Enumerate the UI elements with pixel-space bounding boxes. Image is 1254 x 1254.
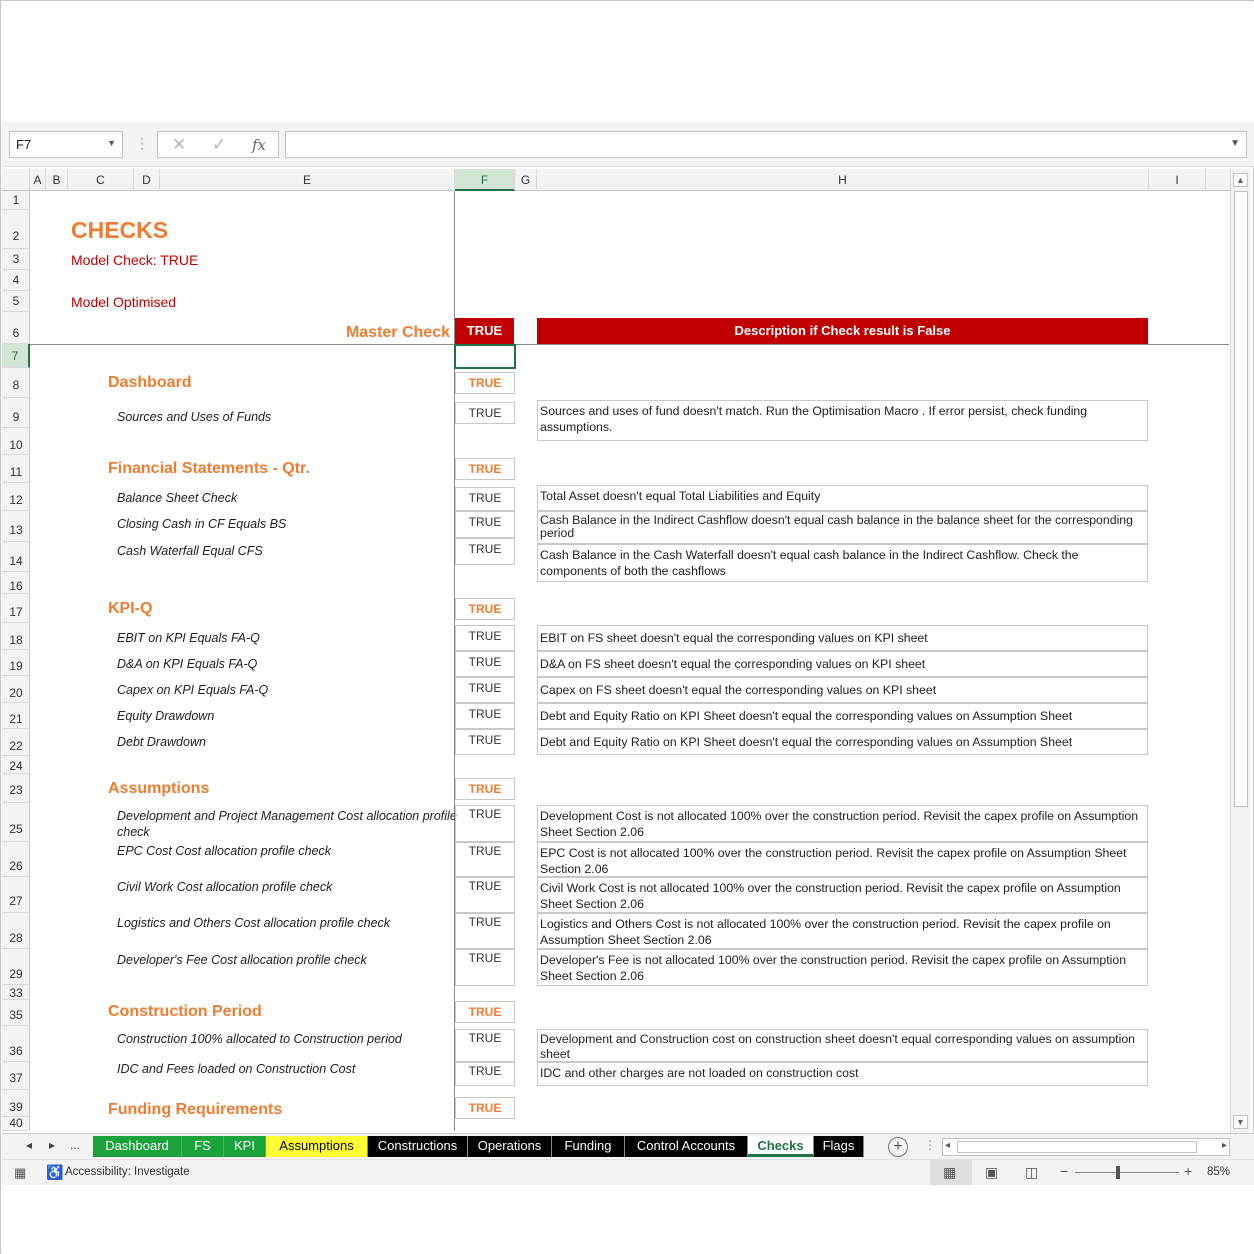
model-optimised-text: Model Optimised [71,294,177,310]
row-header[interactable]: 40 [2,1117,30,1131]
check-value: TRUE [455,651,515,677]
select-all-corner[interactable] [2,169,30,191]
sheet-tab-bar [2,1133,1254,1159]
row-header[interactable]: 37 [2,1062,30,1090]
check-label: Equity Drawdown [117,709,215,723]
page-break-icon[interactable]: ◫ [1025,1164,1039,1180]
formula-input[interactable] [285,131,1247,158]
master-check-value: TRUE [455,318,514,344]
row-border [30,344,1229,345]
sheet-tab[interactable]: FS [182,1136,224,1157]
check-value: TRUE [455,877,515,913]
ribbon-area [2,2,1254,122]
check-value: TRUE [455,677,515,703]
row-header[interactable]: 33 [2,985,30,1000]
check-label: Civil Work Cost allocation profile check [117,880,333,894]
worksheet-grid[interactable] [30,191,1229,1131]
desktop-area [2,1185,1254,1254]
check-label: Cash Waterfall Equal CFS [117,544,263,558]
row-header[interactable]: 9 [2,398,30,428]
name-box-value: F7 [16,137,32,152]
check-label: IDC and Fees loaded on Construction Cost [117,1062,356,1076]
row-header[interactable]: 6 [2,312,30,344]
section-heading: Funding Requirements [108,1101,283,1118]
row-header[interactable]: 10 [2,428,30,455]
row-header[interactable]: 3 [2,249,30,270]
scroll-down-icon[interactable]: ▼ [1233,1115,1248,1129]
check-value: TRUE [455,1062,515,1086]
sheet-tab[interactable]: Control Accounts [625,1136,748,1157]
horizontal-scrollbar[interactable] [942,1138,1230,1156]
column-header[interactable]: C [68,169,134,191]
scroll-left-icon[interactable]: ◂ [945,1140,951,1151]
check-description: Developer's Fee is not allocated 100% over the construction period. Revisit the capex profile on Assumption Sheet Section 2.06 [537,949,1148,986]
insert-function-icon[interactable]: fx [252,136,267,154]
vertical-scrollbar[interactable] [1230,169,1250,1133]
sheet-tab[interactable]: Flags [814,1136,864,1157]
name-box[interactable] [9,131,123,158]
section-heading: Construction Period [108,1003,262,1020]
chevron-down-icon[interactable]: ▼ [107,138,116,148]
check-value: TRUE [455,703,515,729]
row-header[interactable]: 35 [2,1000,30,1026]
check-description: Logistics and Others Cost is not allocated 100% over the construction period. Revisit the capex profile on Assumption Sheet Section 2.06 [537,913,1148,949]
sheet-tab[interactable]: Dashboard [93,1136,182,1157]
check-description: Cash Balance in the Indirect Cashflow doesn't equal cash balance in the balance sheet for the corresponding period [537,511,1148,544]
accessibility-status[interactable]: Accessibility: Investigate [65,1166,190,1178]
check-label: Logistics and Others Cost allocation profile check [117,916,391,930]
check-value: TRUE [455,538,515,565]
section-heading: Assumptions [108,780,210,797]
row-headers [2,191,30,1131]
section-check-value: TRUE [455,1097,515,1119]
check-label: Construction 100% allocated to Construction period [117,1032,402,1046]
column-header[interactable]: G [515,169,537,191]
prev-sheet-icon[interactable]: ◂ [26,1138,33,1152]
row-header[interactable]: 36 [2,1026,30,1062]
cancel-icon[interactable]: ✕ [172,135,187,154]
check-description: Development Cost is not allocated 100% over the construction period. Revisit the capex profile on Assumption Sheet Section 2.06 [537,805,1148,842]
column-header[interactable]: I [1149,169,1206,191]
row-header[interactable]: 5 [2,291,30,312]
column-headers [2,169,1230,191]
sheet-tab[interactable]: Assumptions [266,1136,368,1157]
expand-formula-icon[interactable]: ▼ [1230,138,1240,149]
page-layout-icon[interactable]: ▣ [985,1164,999,1180]
row-header[interactable]: 11 [2,455,30,483]
check-description: Debt and Equity Ratio on KPI Sheet doesn't equal the corresponding values on Assumption Sheet [537,729,1148,755]
check-value: TRUE [455,729,515,755]
check-description: Cash Balance in the Cash Waterfall doesn't equal cash balance in the Indirect Cashflow. Check the components of both the cashflows [537,544,1148,582]
selected-cell[interactable] [454,344,516,369]
row-header[interactable]: 25 [2,803,30,842]
row-header[interactable]: 24 [2,756,30,774]
row-header[interactable]: 27 [2,877,30,913]
check-label: Developer's Fee Cost allocation profile check [117,953,367,967]
zoom-level[interactable]: 85% [1207,1166,1231,1178]
column-header[interactable]: D [134,169,160,191]
row-header[interactable]: 16 [2,572,30,594]
add-sheet-icon[interactable]: + [888,1137,908,1157]
check-description: D&A on FS sheet doesn't equal the corresponding values on KPI sheet [537,651,1148,677]
more-sheets-icon[interactable]: ... [70,1138,81,1152]
check-value: TRUE [455,805,515,842]
row-header[interactable]: 22 [2,729,30,756]
status-bar [2,1159,1254,1185]
check-value: TRUE [455,487,515,511]
zoom-in-icon[interactable]: + [1184,1163,1193,1179]
model-check-text: Model Check: TRUE [71,252,199,268]
check-label: EBIT on KPI Equals FA-Q [117,631,260,645]
row-header[interactable]: 39 [2,1090,30,1117]
check-label: D&A on KPI Equals FA-Q [117,657,258,671]
column-header[interactable]: A [30,169,46,191]
check-description: EPC Cost is not allocated 100% over the construction period. Revisit the capex profile on Assumption Sheet Section 2.06 [537,842,1148,877]
scroll-thumb[interactable] [1234,191,1248,807]
sheet-tab[interactable]: Checks [748,1136,814,1157]
row-header[interactable]: 2 [2,210,30,249]
zoom-slider-thumb[interactable] [1116,1166,1120,1179]
column-header[interactable]: E [160,169,455,191]
section-check-value: TRUE [455,1001,515,1023]
sheet-title: CHECKS [71,217,169,243]
accessibility-icon[interactable]: ♿ [46,1164,64,1180]
sheet-tab[interactable]: KPI [224,1136,266,1157]
section-heading: KPI-Q [108,600,153,617]
row-header[interactable]: 7 [2,344,30,368]
check-value: TRUE [455,402,515,424]
row-header[interactable]: 8 [2,368,30,398]
check-description: Debt and Equity Ratio on KPI Sheet doesn't equal the corresponding values on Assumption Sheet [537,703,1148,729]
row-header[interactable]: 1 [2,191,30,210]
section-check-value: TRUE [455,372,515,394]
check-description: Capex on FS sheet doesn't equal the corresponding values on KPI sheet [537,677,1148,703]
row-header[interactable]: 29 [2,949,30,985]
row-header[interactable]: 4 [2,270,30,291]
cell-mode-icon: ▦ [14,1165,27,1180]
zoom-out-icon[interactable]: − [1060,1163,1069,1179]
row-header[interactable]: 14 [2,542,30,572]
check-description: IDC and other charges are not loaded on construction cost [537,1062,1148,1086]
check-description: Total Asset doesn't equal Total Liabilities and Equity [537,485,1148,511]
section-check-value: TRUE [455,598,515,620]
scroll-right-icon[interactable]: ▸ [1221,1140,1227,1151]
zoom-slider[interactable] [1075,1172,1179,1173]
check-description: Development and Construction cost on construction sheet doesn't equal corresponding values on assumption sheet [537,1029,1148,1062]
check-label: EPC Cost Cost allocation profile check [117,844,331,858]
check-value: TRUE [455,913,515,949]
scroll-up-icon[interactable]: ▲ [1233,173,1248,187]
check-label: Capex on KPI Equals FA-Q [117,683,269,697]
check-value: TRUE [455,511,515,538]
section-check-value: TRUE [455,778,515,800]
section-heading: Financial Statements - Qtr. [108,460,310,477]
row-header[interactable]: 26 [2,842,30,877]
check-label: Debt Drawdown [117,735,206,749]
row-header[interactable]: 28 [2,913,30,949]
row-header[interactable]: 19 [2,650,30,676]
normal-view-icon[interactable]: ▦ [943,1164,957,1180]
sheet-tab[interactable]: Constructions [368,1136,468,1157]
check-description: Civil Work Cost is not allocated 100% over the construction period. Revisit the capex profile on Assumption Sheet Section 2.06 [537,877,1148,913]
check-value: TRUE [455,842,515,877]
row-header[interactable]: 23 [2,774,30,803]
enter-icon[interactable]: ✓ [212,135,227,154]
next-sheet-icon[interactable]: ▸ [49,1138,56,1152]
sheet-tab[interactable]: Operations [468,1136,552,1157]
row-header[interactable]: 17 [2,594,30,623]
section-heading: Dashboard [108,374,192,391]
description-header: Description if Check result is False [537,318,1148,344]
row-header[interactable]: 12 [2,483,30,511]
drag-handle-icon[interactable]: ⋮ [924,1138,936,1152]
column-header[interactable]: H [537,169,1149,191]
column-header[interactable]: B [46,169,68,191]
check-label: Balance Sheet Check [117,491,238,505]
check-label: Closing Cash in CF Equals BS [117,517,287,531]
formula-buttons [157,131,279,158]
check-label: Development and Project Management Cost allocation profile check [117,809,457,839]
row-header[interactable]: 18 [2,623,30,650]
row-header[interactable]: 20 [2,676,30,703]
check-value: TRUE [455,1029,515,1062]
check-description: Sources and uses of fund doesn't match. Run the Optimisation Macro . If error persist, check funding assumptions. [537,400,1148,441]
check-value: TRUE [455,949,515,986]
column-header[interactable]: F [455,169,515,191]
check-description: EBIT on FS sheet doesn't equal the corresponding values on KPI sheet [537,625,1148,651]
master-check-label: Master Check [345,324,450,341]
scroll-thumb[interactable] [957,1141,1197,1153]
section-check-value: TRUE [455,458,515,480]
check-label: Sources and Uses of Funds [117,410,272,424]
drag-handle-icon[interactable]: ⋮ [135,135,149,151]
sheet-tab[interactable]: Funding [552,1136,625,1157]
check-value: TRUE [455,625,515,651]
row-header[interactable]: 13 [2,511,30,542]
row-header[interactable]: 21 [2,703,30,729]
